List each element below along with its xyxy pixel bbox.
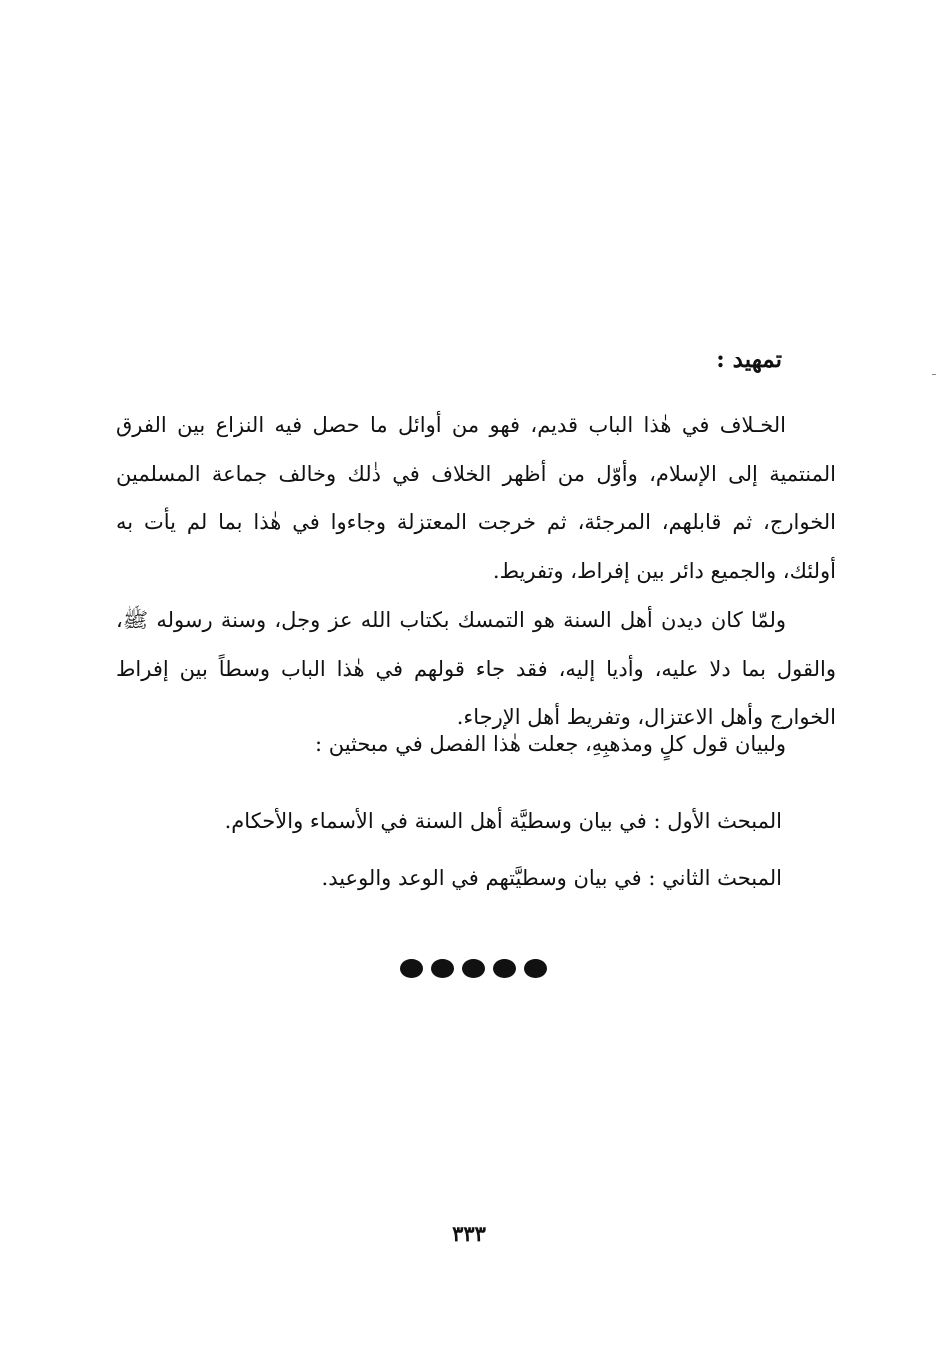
section-one-line: المبحث الأول : في بيان وسطيَّة أهل السنة في الأسماء والأحكام. bbox=[224, 809, 782, 833]
paragraph-sunnah-text: ولمّا كان ديدن أهل السنة هو التمسك بكتاب الله عز وجل، وسنة رسوله ﷺ، والقول بما دلا عليه، وأديا إليه، فقد جاء قولهم في هٰذا الباب وسطاً بين إفراط الخوارج وأهل الاعتزال، وتفريط أهل الإرجاء. bbox=[116, 608, 836, 729]
page-number: ٣٣٣ bbox=[452, 1221, 486, 1246]
paragraph-intro bbox=[116, 401, 836, 595]
paragraph-plan bbox=[116, 720, 836, 769]
paragraph-plan-text: ولبيان قول كلٍ ومذهبِهِ، جعلت هٰذا الفصل في مبحثين : bbox=[314, 732, 786, 756]
section-two-line: المبحث الثاني : في بيان وسطيَّتهم في الوعد والوعيد. bbox=[321, 866, 782, 890]
edge-mark bbox=[932, 374, 936, 375]
divider-dot bbox=[493, 959, 516, 978]
divider-dot bbox=[462, 959, 485, 978]
section-heading: تمهيد : bbox=[716, 346, 782, 373]
divider-dot bbox=[400, 959, 423, 978]
section-divider-dots bbox=[400, 959, 547, 978]
paragraph-intro-text: الخـلاف في هٰذا الباب قديم، فهو من أوائل ما حصل فيه النزاع بين الفرق المنتمية إلى الإسلام، وأوّل من أظهر الخلاف في ذٰلك وخالف جماعة المسلمين الخوارج، ثم قابلهم، المرجئة، ثم خرجت المعتزلة وجاءوا في هٰذا بما لم يأت به أولئك، والجميع دائر بين إفراط، وتفريط. bbox=[116, 413, 836, 583]
divider-dot bbox=[431, 959, 454, 978]
divider-dot bbox=[524, 959, 547, 978]
